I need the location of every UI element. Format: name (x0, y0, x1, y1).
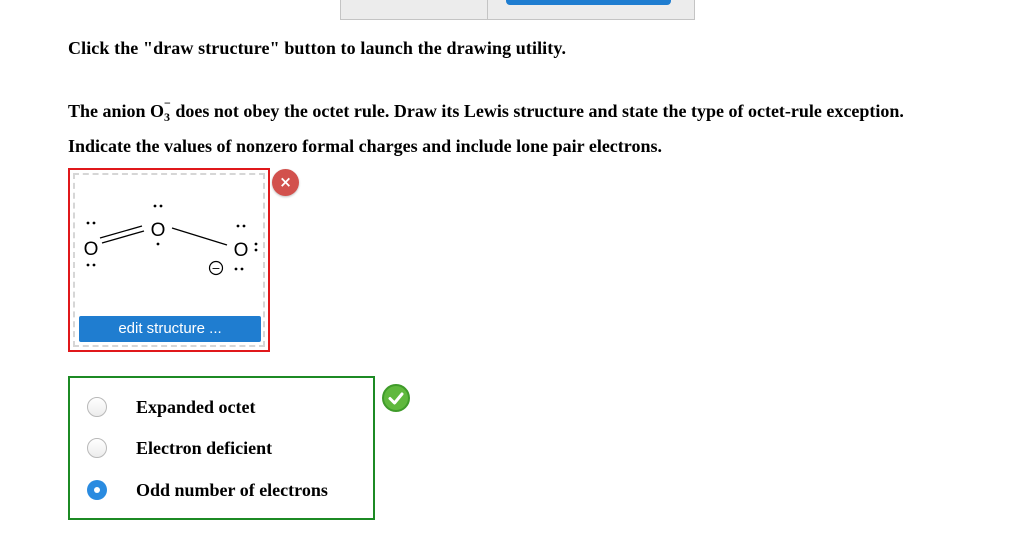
edit-structure-button[interactable]: edit structure ... (79, 316, 261, 342)
x-icon: × (272, 169, 299, 196)
options-group (68, 376, 375, 520)
toolbar-divider (487, 0, 488, 20)
option-label: Odd number of electrons (136, 480, 328, 500)
option-label: Expanded octet (136, 397, 256, 417)
instruction-text: Click the "draw structure" button to launch the drawing utility. (68, 38, 567, 58)
charge-symbol: − (211, 262, 221, 275)
atom-right: O (233, 240, 249, 261)
atom-left: O (83, 239, 99, 260)
toolbar-button[interactable] (506, 0, 671, 5)
radio-button[interactable] (87, 438, 107, 458)
formal-charge (210, 262, 223, 276)
question-text: The anion $O_3^-$ does not obey the octet rule. Draw its Lewis structure and state the type of octet-rule exception. Indicate the values of nonzero formal charges and include lone pair electrons. (68, 96, 904, 156)
top-toolbar (340, 0, 695, 20)
radio-button[interactable] (87, 397, 107, 417)
option-label: Electron deficient (136, 438, 273, 458)
atom-center: O (150, 220, 166, 241)
radio-button-selected[interactable] (87, 480, 107, 500)
drawing-area[interactable] (68, 168, 270, 352)
checkmark-icon (382, 384, 410, 412)
